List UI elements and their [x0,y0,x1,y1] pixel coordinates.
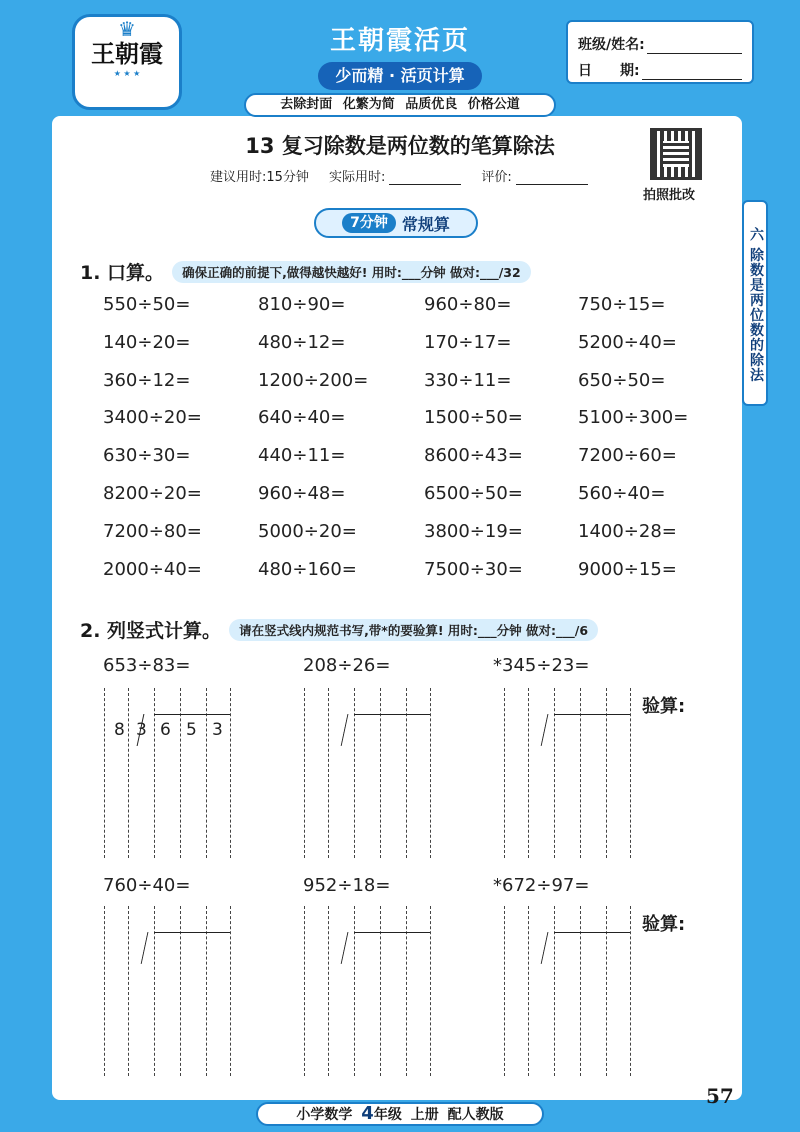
lesson-title: 13 复习除数是两位数的笔算除法 [245,134,555,158]
footer-banner [256,1102,544,1126]
evaluation-field[interactable] [516,173,588,185]
oral-calc-item[interactable]: 2000÷40= [103,558,202,580]
oral-calc-item[interactable]: 480÷160= [258,558,357,580]
section-time: 7分钟 [342,213,396,233]
oral-calc-item[interactable]: 7200÷80= [103,520,202,542]
division-frame-5[interactable] [304,906,432,1076]
division-frame-3[interactable] [504,688,632,858]
division-frame-1[interactable] [104,688,232,858]
brand-logo [72,14,182,110]
oral-calc-item[interactable]: 1200÷200= [258,369,369,391]
section-badge [314,208,478,238]
oral-calc-item[interactable]: 480÷12= [258,331,346,353]
oral-calc-item[interactable]: 7200÷60= [578,445,677,467]
crown-icon: ♛ [118,17,136,41]
vertical-problem-2: 208÷26= [303,655,391,676]
oral-calc-item[interactable]: 330÷11= [424,369,512,391]
example-digit-3: 6 [160,720,171,740]
exercise2-note: 请在竖式线内规范书写,带*的要验算! 用时:___分钟 做对:___/6 [229,619,598,641]
oral-calc-item[interactable]: 8600÷43= [424,445,523,467]
vertical-problem-4: 760÷40= [103,875,191,896]
class-name-field[interactable] [647,40,742,54]
class-name-row [578,28,742,54]
qr-label: 拍照批改 [643,188,696,203]
actual-time-field[interactable] [389,173,461,185]
division-frame-2[interactable] [304,688,432,858]
evaluation-label: 评价: [481,170,512,185]
exercise1-header [80,258,531,285]
oral-calc-item[interactable]: 8200÷20= [103,482,202,504]
oral-calc-item[interactable]: 6500÷50= [424,482,523,504]
chapter-side-tab: 六 除数是两位数的除法 [742,200,768,406]
date-row [578,54,742,80]
footer-volume: 上册 [410,1107,439,1123]
footer-subject: 小学数学 [296,1107,353,1123]
actual-time-label: 实际用时: [328,170,386,185]
vertical-problem-5: 952÷18= [303,875,391,896]
oral-calc-item[interactable]: 5200÷40= [578,331,677,353]
example-digit-4: 5 [186,720,197,740]
oral-calc-item[interactable]: 810÷90= [258,294,346,315]
class-name-label: 班级/姓名: [578,37,645,53]
series-subtitle: 少而精 · 活页计算 [318,62,482,90]
oral-calc-item[interactable]: 960÷80= [424,294,512,315]
oral-calc-item[interactable]: 140÷20= [103,331,191,353]
date-field[interactable] [642,66,742,80]
oral-calc-item[interactable]: 5000÷20= [258,520,357,542]
page-number: 57 [706,1084,734,1108]
oral-calc-item[interactable]: 1400÷28= [578,520,677,542]
oral-calc-item[interactable]: 9000÷15= [578,558,677,580]
oral-calc-item[interactable]: 440÷11= [258,445,346,467]
date-label: 日 期: [578,63,640,79]
division-frame-6[interactable] [504,906,632,1076]
example-digit-1: 8 [114,720,125,740]
oral-calc-item[interactable]: 1500÷50= [424,407,523,429]
footer-grade-suffix: 年级 [373,1107,402,1123]
oral-calc-item[interactable]: 7500÷30= [424,558,523,580]
section-name: 常规算 [401,214,450,234]
oral-calc-item[interactable]: 960÷48= [258,482,346,504]
footer-edition: 配人教版 [447,1107,504,1123]
division-frame-4[interactable] [104,906,232,1076]
exercise2-header [80,616,598,643]
oral-calc-item[interactable]: 650÷50= [578,369,666,391]
example-digit-5: 3 [212,720,223,740]
student-info-box [566,20,754,84]
vertical-problem-1: 653÷83= [103,655,191,676]
oral-calc-item[interactable]: 3800÷19= [424,520,523,542]
logo-tagline-icon: ★ ★ ★ [113,69,141,78]
oral-calc-item[interactable]: 750÷15= [578,294,666,315]
check-label-1: 验算: [642,696,686,717]
oral-calc-item[interactable]: 3400÷20= [103,407,202,429]
example-digit-2: 3 [136,720,147,740]
oral-calc-item[interactable]: 640÷40= [258,407,346,429]
timing-row [210,166,588,185]
check-label-2: 验算: [642,914,686,935]
vertical-problem-3: *345÷23= [493,655,590,676]
oral-calc-item[interactable]: 5100÷300= [578,407,689,429]
logo-text: 王朝霞 [91,39,163,68]
oral-calc-item[interactable]: 630÷30= [103,445,191,467]
oral-calc-item[interactable]: 170÷17= [424,331,512,353]
footer-grade: 4 [361,1103,374,1124]
vertical-problem-6: *672÷97= [493,875,590,896]
exercise2-title: 2. 列竖式计算。 [80,620,222,642]
exercise1-note: 确保正确的前提下,做得越快越好! 用时:___分钟 做对:___/32 [172,261,531,283]
slogan-banner: 去除封面 化繁为简 品质优良 价格公道 [244,93,556,117]
suggested-time: 建议用时:15分钟 [210,170,309,185]
oral-calc-item[interactable]: 560÷40= [578,482,666,504]
series-title: 王朝霞活页 [329,26,470,56]
qr-code-icon[interactable] [650,128,702,180]
oral-calc-item[interactable]: 550÷50= [103,294,191,315]
oral-calc-grid [103,294,728,596]
oral-calc-item[interactable]: 360÷12= [103,369,191,391]
exercise1-title: 1. 口算。 [80,262,165,284]
